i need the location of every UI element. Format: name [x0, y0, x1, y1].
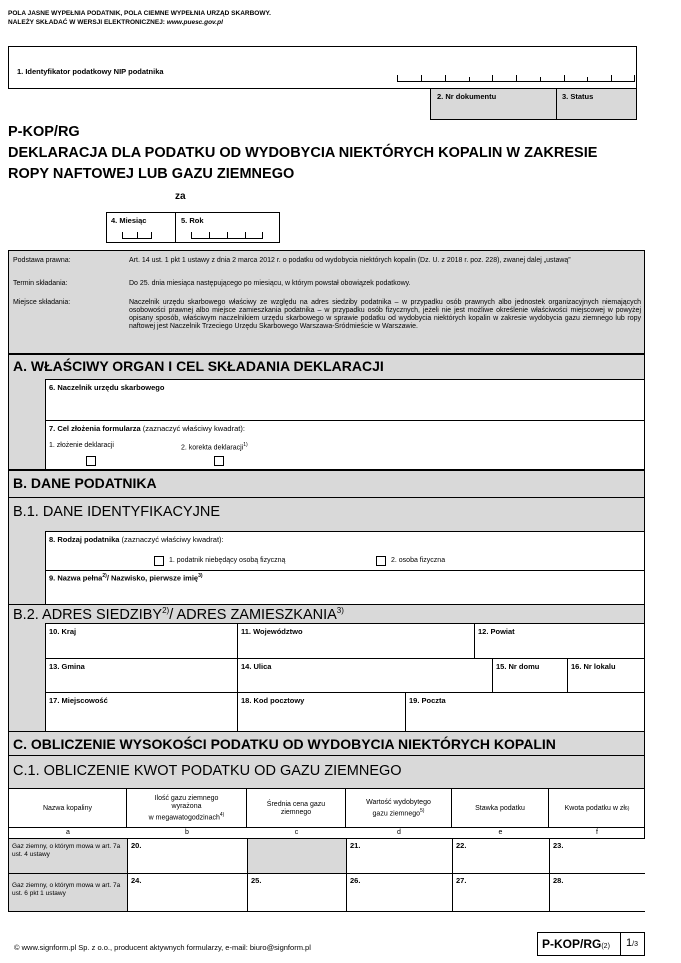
col-d-header: Wartość wydobytego gazu ziemnego$^{5)}$ [346, 789, 452, 828]
footer-producer: © www.signform.pl Sp. z o.o., producent aktywnych formularzy, e-mail: biuro@signform.pl [14, 943, 311, 952]
field-8-opt1-label: 1. podatnik niebędący osobą fizyczną [169, 557, 286, 564]
col-f-header: Kwota podatku w zł 6) [564, 805, 630, 812]
row2-label: Gaz ziemny, o którym mowa w art. 7a ust. 6 pkt 1 ustawy [12, 882, 121, 897]
letter-c: c [294, 829, 299, 836]
field-27[interactable]: 27. [452, 874, 549, 911]
status-label: 3. Status [562, 92, 594, 101]
section-c-title: C. OBLICZENIE WYSOKOŚCI PODATKU OD WYDOBYCIA NIEKTÓRYCH KOPALIN [13, 736, 556, 752]
field-8-opt1-checkbox[interactable] [154, 556, 164, 566]
field-18-postal-code[interactable] [237, 692, 406, 732]
section-b2-title: B.2. ADRES SIEDZIBY$^{2)}$/ ADRES ZAMIESZKANIA$^{3)}$ [13, 606, 344, 623]
header-url[interactable]: www.puesc.gov.pl [166, 19, 223, 26]
field-16-label: 16. Nr lokalu [571, 662, 616, 671]
section-b1-title: B.1. DANE IDENTYFIKACYJNE [13, 504, 221, 520]
year-ticks [191, 233, 263, 239]
form-title-line1: DEKLARACJA DLA PODATKU OD WYDOBYCIA NIEKTÓRYCH KOPALIN W ZAKRESIE [8, 145, 598, 161]
table-row [8, 873, 645, 912]
field-10-country[interactable] [45, 623, 238, 659]
field-9-label: 9. Nazwa pełna$^{2)}$/ Nazwisko, pierwsze imię$^{3)}$ [49, 573, 203, 583]
letter-f: f [596, 829, 598, 836]
nip-label: 1. Identyfikator podatkowy NIP podatnika [17, 67, 164, 76]
header-note-line2: NALEŻY SKŁADAĆ W WERSJI ELEKTRONICZNEJ: www.puesc.gov.pl [8, 19, 223, 26]
field-10-label: 10. Kraj [49, 627, 77, 636]
letter-a: a [66, 829, 70, 836]
row1-label: Gaz ziemny, o którym mowa w art. 7a ust. 4 ustawy [12, 843, 121, 858]
nip-tick-row [397, 76, 635, 82]
table-header [8, 788, 645, 828]
field-6-tax-office[interactable] [45, 379, 645, 421]
place-text: Naczelnik urzędu skarbowego właściwy ze względu na adres siedziby podatnika – w przypadku osób prawnych albo jednostek organizacyjnych niemających osobowości prawnej albo miejsce zamieszkania podatnika – w przypadku osób fizycznych, jeżeli nie jest możliwe określenie właściwości miejscowej w powyżej opisany sposób, właściwym naczelnikiem urzędu skarbowego w sprawie podatku od wydobycia niektórych kopalin w zakresie wydobycia gazu ziemnego lub ropy naftowej jest Naczelnik Trzeciego Urzędu Skarbowego Warszawa-Śródmieście w Warszawie. [129, 299, 641, 330]
field-25[interactable]: 25. [247, 874, 346, 911]
col-c-header: Średnia cena gazu ziemnego [247, 789, 346, 828]
field-7-label: 7. Cel złożenia formularza (zaznaczyć właściwy kwadrat): [49, 424, 245, 433]
basis-text: Art. 14 ust. 1 pkt 1 ustawy z dnia 2 marca 2012 r. o podatku od wydobycia niektórych kopalin (Dz. U. z 2018 r. poz. 228), zwanej dalej „ustawą” [129, 257, 571, 264]
field-19-label: 19. Poczta [409, 696, 446, 705]
field-28[interactable]: 28. [549, 874, 645, 911]
basis-label: Podstawa prawna: [13, 257, 71, 264]
field-23[interactable]: 23. [549, 839, 645, 873]
field-7-opt2-label: 2. korekta deklaracji$^{1)}$ [181, 442, 248, 452]
field-8-label: 8. Rodzaj podatnika (zaznaczyć właściwy kwadrat): [49, 535, 224, 544]
form-code: P-KOP/RG [8, 124, 80, 140]
period-za: za [175, 191, 186, 202]
row1-price-disabled [247, 839, 346, 873]
field-20[interactable]: 20. [127, 839, 247, 873]
field-7-opt1-label: 1. złożenie deklaracji [49, 442, 114, 449]
section-c1 [8, 755, 645, 789]
info-block [8, 250, 645, 354]
field-15-label: 15. Nr domu [496, 662, 540, 671]
office-fields [430, 88, 637, 120]
field-6-label: 6. Naczelnik urzędu skarbowego [49, 383, 165, 392]
col-b-header: Ilość gazu ziemnego wyrażona w megawatogodzinach$^{4)}$ [127, 789, 247, 828]
field-19-post-office[interactable] [405, 692, 645, 732]
form-title [8, 122, 597, 185]
section-a-title: A. WŁAŚCIWY ORGAN I CEL SKŁADANIA DEKLARACJI [13, 358, 384, 374]
field-21[interactable]: 21. [346, 839, 452, 873]
letter-e: e [498, 829, 503, 836]
field-12-county[interactable] [474, 623, 645, 659]
deadline-text: Do 25. dnia miesiąca następującego po miesiącu, w którym powstał obowiązek podatkowy. [129, 280, 411, 287]
nip-field[interactable] [8, 46, 637, 89]
field-22[interactable]: 22. [452, 839, 549, 873]
field-24[interactable]: 24. [127, 874, 247, 911]
month-label: 4. Miesiąc [111, 216, 147, 225]
field-12-label: 12. Powiat [478, 627, 515, 636]
month-ticks [122, 233, 152, 239]
place-label: Miejsce składania: [13, 299, 71, 306]
field-11-label: 11. Województwo [241, 627, 303, 636]
section-c [8, 731, 645, 756]
field-14-label: 14. Ulica [241, 662, 272, 671]
field-17-label: 17. Miejscowość [49, 696, 108, 705]
field-13-label: 13. Gmina [49, 662, 85, 671]
field-11-voivodeship[interactable] [237, 623, 475, 659]
section-c1-title: C.1. OBLICZENIE KWOT PODATKU OD GAZU ZIEMNEGO [13, 763, 402, 779]
footer-page-number: 1/3 [626, 937, 638, 949]
field-8-opt2-checkbox[interactable] [376, 556, 386, 566]
field-7-opt2-checkbox[interactable] [214, 456, 224, 466]
section-b-title: B. DANE PODATNIKA [13, 475, 157, 491]
doc-number-label: 2. Nr dokumentu [437, 92, 497, 101]
year-label: 5. Rok [181, 216, 204, 225]
field-8-taxpayer-type [45, 531, 645, 571]
field-8-opt2-label: 2. osoba fizyczna [391, 557, 446, 564]
footer-form-code-box [537, 932, 645, 956]
header-note-line1: POLA JASNE WYPEŁNIA PODATNIK, POLA CIEMNE WYPEŁNIA URZĄD SKARBOWY. [8, 10, 271, 17]
col-a-header: Nazwa kopaliny [9, 789, 127, 828]
header-note [8, 9, 271, 27]
letter-d: d [397, 829, 401, 836]
field-17-city[interactable] [45, 692, 238, 732]
year-field[interactable] [175, 212, 280, 243]
month-field[interactable] [106, 212, 176, 243]
field-7-opt1-checkbox[interactable] [86, 456, 96, 466]
footer-form-code: P-KOP/RG(2) [542, 937, 610, 951]
table-row [8, 838, 645, 874]
field-26[interactable]: 26. [346, 874, 452, 911]
field-7-purpose [45, 420, 645, 470]
col-e-header: Stawka podatku [452, 789, 549, 828]
field-9-name[interactable] [45, 570, 645, 605]
form-title-line2: ROPY NAFTOWEJ LUB GAZU ZIEMNEGO [8, 166, 295, 182]
letter-b: b [185, 829, 189, 836]
field-18-label: 18. Kod pocztowy [241, 696, 305, 705]
deadline-label: Termin składania: [13, 280, 68, 287]
section-b [8, 470, 645, 498]
